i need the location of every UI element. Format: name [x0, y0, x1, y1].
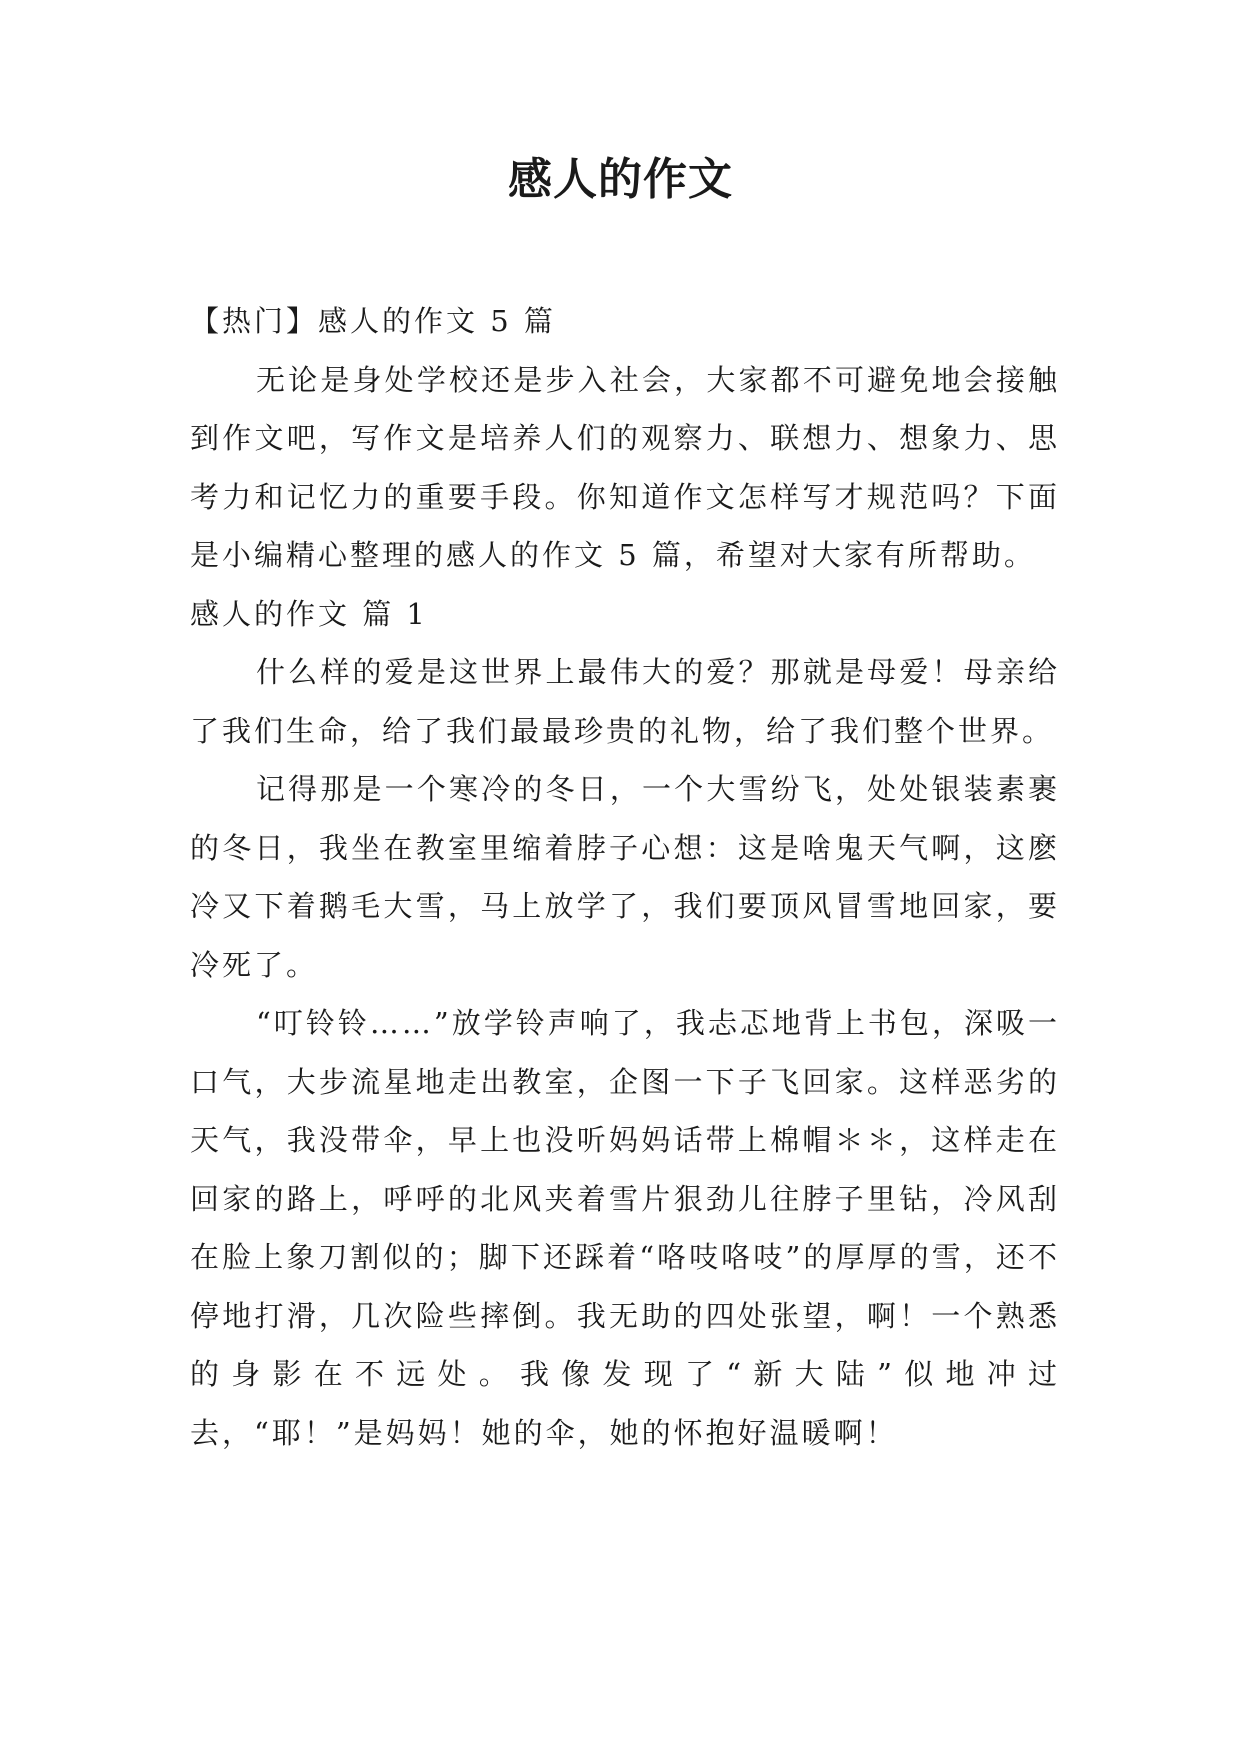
body-paragraph: 记得那是一个寒冷的冬日，一个大雪纷飞，处处银装素裹的冬日，我坐在教室里缩着脖子心想：这是啥鬼天气啊，这麽冷又下着鹅毛大雪，马上放学了，我们要顶风冒雪地回家，要冷死了。	[190, 772, 1060, 982]
body-paragraph: 什么样的爱是这世界上最伟大的爱？那就是母爱！母亲给了我们生命，给了我们最最珍贵的礼物，给了我们整个世界。	[190, 655, 1060, 748]
article-heading: 【热门】感人的作文 5 篇	[190, 304, 556, 338]
section-heading: 感人的作文 篇 1	[190, 596, 428, 631]
document-body	[190, 292, 1060, 1462]
intro-paragraph: 无论是身处学校还是步入社会，大家都不可避免地会接触到作文吧，写作文是培养人们的观察力、联想力、想象力、思考力和记忆力的重要手段。你知道作文怎样写才规范吗？下面是小编精心整理的感人的作文 5 篇，希望对大家有所帮助。	[190, 362, 1060, 572]
body-paragraph: “叮铃铃……”放学铃声响了，我忐忑地背上书包，深吸一口气，大步流星地走出教室，企图一下子飞回家。这样恶劣的天气，我没带伞，早上也没听妈妈话带上棉帽＊＊，这样走在回家的路上，呼呼的北风夹着雪片狠劲儿往脖子里钻，冷风刮在脸上象刀割似的；脚下还踩着“咯吱咯吱”的厚厚的雪，还不停地打滑，几次险些摔倒。我无助的四处张望，啊！一个熟悉的身影在不远处。我像发现了“新大陆”似地冲过去，“耶！”是妈妈！她的伞，她的怀抱好温暖啊！	[190, 1006, 1060, 1450]
document-title: 感人的作文	[508, 154, 733, 205]
